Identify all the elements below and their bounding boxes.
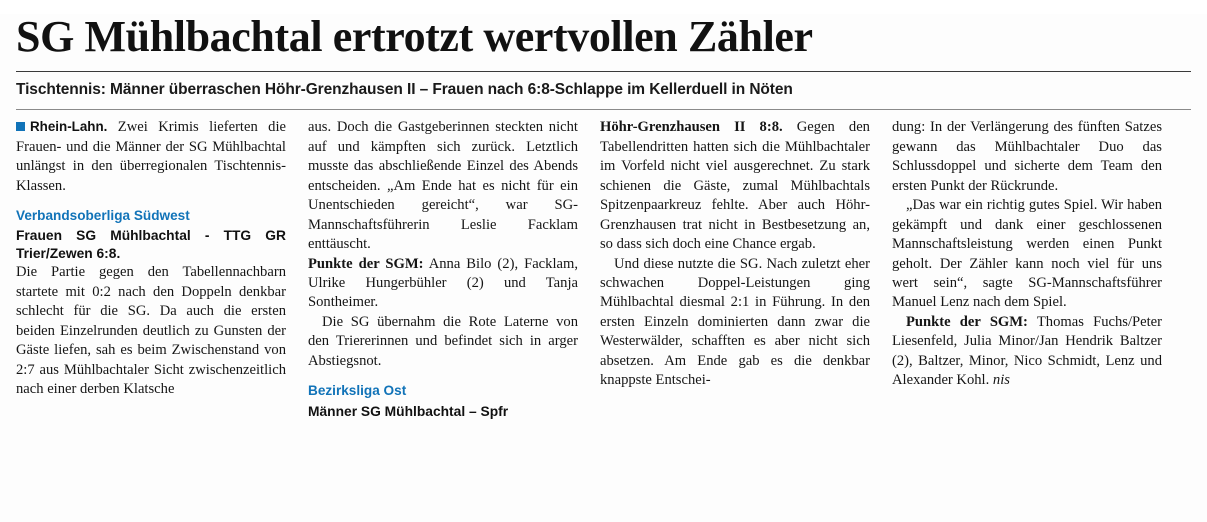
article-column-1 xyxy=(16,118,286,399)
maenner-bericht-text: Gegen den Tabellendritten hatten sich die Mühlbachtaler im Vorfeld nicht viel ausgerechnet. Zu stark schienen die Gäste, zumal Mühlbachtals Spitzenpaarkreuz fehlte. Aber auch Höhr-Grenzhausen trat nicht in Bestbesetzung an, so dass sich doch eine Chance ergab. xyxy=(600,119,870,253)
bullet-square-icon xyxy=(16,122,25,131)
paragraph-entscheidung: dung: In der Verlängerung des fünften Satzes gewann das Mühlbachtaler Duo das Schlussdoppel und sicherte dem Team den ersten Punkt der Rückrunde. xyxy=(892,119,1162,194)
punkte-label-maenner: Punkte der SGM: xyxy=(906,313,1028,330)
match-heading-maenner: Männer SG Mühlbachtal – Spfr xyxy=(308,403,509,419)
newspaper-article-page xyxy=(0,14,1207,522)
subhead-divider xyxy=(16,109,1191,110)
match-heading-frauen: Frauen SG Mühlbachtal - TTG GR Trier/Zewen 6:8. xyxy=(16,228,286,262)
article-column-4 xyxy=(892,118,1162,391)
paragraph-punkte-sgm-frauen xyxy=(308,255,578,313)
section-heading-verbandsoberliga: Verbandsoberliga Südwest xyxy=(16,208,190,224)
article-column-2 xyxy=(308,118,578,420)
punkte-label-frauen: Punkte der SGM: xyxy=(308,255,424,272)
author-signature: nis xyxy=(992,372,1010,389)
punkte-text-maenner: Thomas Fuchs/Peter Liesenfeld, Julia Minor/Jan Hendrik Baltzer (2), Baltzer, Minor, Nico Schmidt, Lenz und Alexander Kohl. xyxy=(892,313,1162,389)
lead-paragraph xyxy=(16,118,286,196)
punkte-text-frauen: Anna Bilo (2), Facklam, Ulrike Hungerbühler (2) und Tanja Sontheimer. xyxy=(308,255,578,311)
match-heading-maenner-cont: Höhr-Grenzhausen II 8:8. xyxy=(600,119,783,136)
paragraph-maenner-bericht xyxy=(600,118,870,254)
dateline: Rhein-Lahn. xyxy=(30,119,108,135)
paragraph-maenner-verlauf: Und diese nutzte die SG. Nach zuletzt eher schwachen Doppel-Leistungen ging Mühlbachtal diesmal 2:1 in Führung. In den ersten Einzeln dominierten dann zwar die Westerwälder, schafften es aber nicht sich absetzen. Am Ende gab es die denkbar knappste Entschei- xyxy=(600,255,870,389)
section-heading-bezirksliga: Bezirksliga Ost xyxy=(308,383,407,399)
article-column-3 xyxy=(600,118,870,391)
paragraph-frauen-fortsetzung: aus. Doch die Gastgeberinnen steckten nicht auf und kämpften sich zurück. Letztlich musste das abschließende Einzel des Abends entscheiden. „Am Ende hat es nicht für ein Unentschieden gereicht“, war SG-Mannschaftsführerin Leslie Facklam enttäuscht. xyxy=(308,119,578,253)
lead-text: Zwei Krimis lieferten die Frauen- und die Männer der SG Mühlbachtal unlängst in den überregionalen Tischtennis-Klassen. xyxy=(16,119,286,194)
page-title: SG Mühlbachtal ertrotzt wertvollen Zähler xyxy=(16,12,813,61)
article-subhead: Tischtennis: Männer überraschen Höhr-Grenzhausen II – Frauen nach 6:8-Schlappe im Kellerduell in Nöten xyxy=(16,80,793,98)
paragraph-punkte-sgm-maenner xyxy=(892,313,1162,391)
paragraph-rote-laterne: Die SG übernahm die Rote Laterne von den Triererinnen und befindet sich in arger Abstiegsnot. xyxy=(308,313,578,369)
headline-divider xyxy=(16,71,1191,72)
paragraph-zitat-lenz: „Das war ein richtig gutes Spiel. Wir haben gekämpft und dank einer geschlossenen Mannschaftsleistung werden einen Punkt geholt. Der Zähler kann noch viel für uns wert sein“, sagte SG-Mannschaftsführer Manuel Lenz nach dem Spiel. xyxy=(892,197,1162,311)
article-columns xyxy=(16,118,1191,420)
paragraph-frauen-bericht: Die Partie gegen den Tabellennachbarn startete mit 0:2 nach den Doppeln denkbar schlecht für die SG. Da auch die ersten beiden Einzelrunden deutlich zu Gunsten der Gäste liefen, sah es beim Zwischenstand von 2:7 aus Mühlbachtaler Sicht zwischenzeitlich nach einer derben Klatsche xyxy=(16,264,286,398)
